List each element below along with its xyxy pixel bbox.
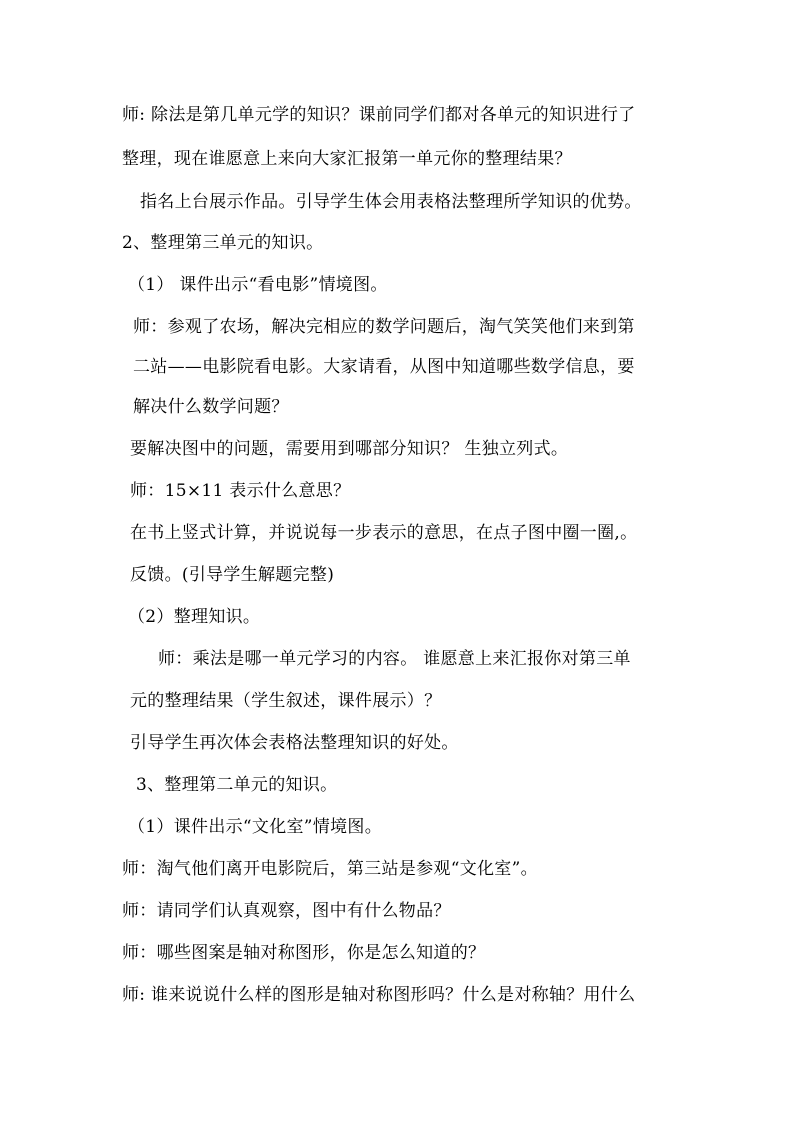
paragraph-line-11: 在书上竖式计算，并说说每一步表示的意思，在点子图中圈一圈,。: [130, 523, 638, 543]
paragraph-line-16: 引导学生再次体会表格法整理知识的好处。: [130, 733, 459, 753]
paragraph-line-12: 反馈。(引导学生解题完整): [130, 565, 335, 585]
paragraph-line-1: 师: 除法是第几单元学的知识？课前同学们都对各单元的知识进行了: [122, 105, 636, 125]
paragraph-line-6: 师：参观了农场，解决完相应的数学问题后，淘气笑笑他们来到第: [133, 317, 635, 337]
sub-heading-2: （2）整理知识。: [128, 607, 261, 627]
paragraph-line-22: 师: 谁来说说什么样的图形是轴对称图形吗？什么是对称轴？用什么: [122, 985, 636, 1005]
paragraph-line-20: 师：请同学们认真观察，图中有什么物品？: [122, 901, 451, 921]
sub-heading-1: （1） 课件出示“看电影”情境图。: [128, 275, 388, 295]
paragraph-line-9: 要解决图中的问题，需要用到哪部分知识？ 生独立列式。: [130, 439, 569, 459]
section-heading-3: 3、整理第二单元的知识。: [136, 775, 338, 795]
paragraph-line-21: 师：哪些图案是轴对称图形，你是怎么知道的？: [122, 943, 486, 963]
paragraph-line-15: 元的整理结果（学生叙述，课件展示）？: [130, 691, 442, 711]
sub-heading-3: （1）课件出示“文化室”情境图。: [128, 817, 382, 837]
paragraph-line-19: 师：淘气他们离开电影院后，第三站是参观“文化室”。: [122, 859, 538, 879]
section-heading-2: 2、整理第三单元的知识。: [122, 233, 324, 253]
paragraph-line-2: 整理，现在谁愿意上来向大家汇报第一单元你的整理结果？: [122, 149, 572, 169]
paragraph-line-7: 二站——电影院看电影。大家请看，从图中知道哪些数学信息，要: [133, 357, 635, 377]
paragraph-line-10: 师：15×11 表示什么意思？: [130, 481, 351, 501]
paragraph-line-8: 解决什么数学问题？: [133, 397, 289, 417]
paragraph-line-3: 指名上台展示作品。引导学生体会用表格法整理所学知识的优势。: [140, 192, 642, 212]
paragraph-line-14: 师：乘法是哪一单元学习的内容。 谁愿意上来汇报你对第三单: [158, 649, 631, 669]
